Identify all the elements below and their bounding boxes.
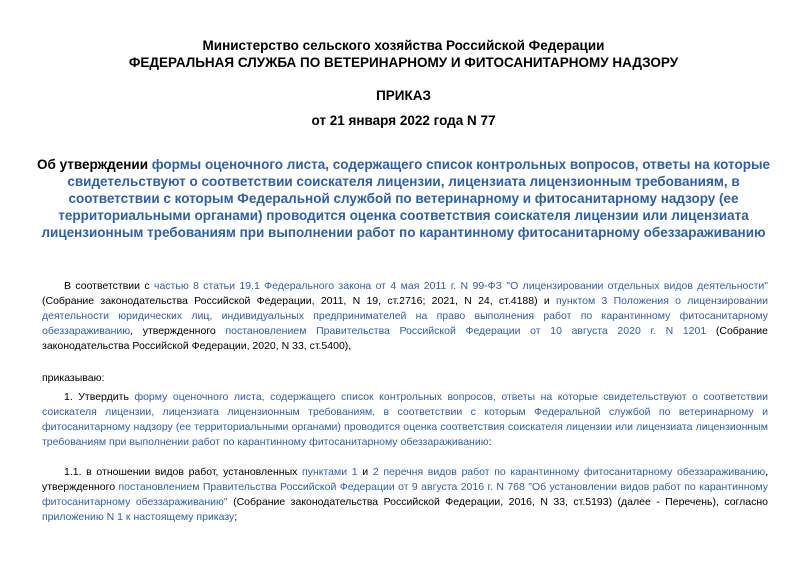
item-1-text-1: 1. Утвердить — [64, 391, 135, 403]
document-type: ПРИКАЗ — [376, 88, 431, 103]
service-name: ФЕДЕРАЛЬНАЯ СЛУЖБА ПО ВЕТЕРИНАРНОМУ И ФИТОСАНИТАРНОМУ НАДЗОРУ — [128, 55, 679, 70]
item-1-text-2: : — [488, 436, 492, 448]
item-1-1-text-1: 1.1. в отношении видов работ, установленных — [64, 466, 303, 478]
preamble-text-2: (Собрание законодательства Российской Федерации, 2011, N 19, ст.2716; 2021, N 24, ст.4188) и — [42, 295, 556, 307]
item-1-1-text-3: , утвержденного — [42, 466, 769, 493]
item-1-1-text-4: (Собрание законодательства Российской Федерации, 2016, N 33, ст.5193) (далее - Перечень), согласно — [227, 496, 768, 508]
item-1-1-text-5: ; — [234, 511, 238, 523]
preamble-text-3: , утвержденного — [130, 325, 226, 337]
work-types-list-link[interactable]: 2 перечня видов работ по карантинному фитосанитарному обеззараживанию — [372, 466, 766, 478]
ministry-name: Министерство сельского хозяйства Российской Федерации — [202, 38, 605, 53]
assessment-form-link[interactable]: форму оценочного листа, содержащего список контрольных вопросов, ответы на которые свидетельствуют о соответствии соискателя лицензии, лицензиата лицензионным требованиям, в соответствии с которым Федеральной службой по ветеринарному и фитосанитарному надзору (ее территориальными органами) проводится оценка соответствия соискателя лицензии или лицензиата лицензионным требованиям при выполнении работ по карантинному фитосанитарному обеззараживанию — [42, 391, 768, 448]
preamble-paragraph — [42, 279, 768, 354]
document-date: от 21 января 2022 года N 77 — [311, 113, 496, 128]
preamble-text-1: В соответствии с — [64, 280, 154, 292]
federal-law-link[interactable]: частью 8 статьи 19.1 Федерального закона от 4 мая 2011 г. N 99-ФЗ "О лицензировании отдельных видов деятельности" — [154, 280, 769, 292]
item-1-paragraph — [42, 390, 768, 450]
orders-label: приказываю: — [42, 372, 105, 384]
government-decree-768-link[interactable]: постановлением Правительства Российской Федерации от 9 августа 2016 г. N 768 "Об установлении видов работ по карантинному фитосанитарному обеззараживанию" — [42, 481, 769, 508]
regulation-point-link[interactable]: пунктом 3 Положения о лицензировании деятельности юридических лиц, индивидуальных предпринимателей на право выполнения работ по карантинному фитосанитарному обеззараживанию — [42, 295, 768, 337]
subject-prefix: Об утверждении — [37, 157, 152, 172]
item-1-1-paragraph — [42, 465, 768, 525]
preamble-text-4: (Собрание законодательства Российской Федерации, 2020, N 33, ст.5400), — [42, 325, 768, 352]
appendix-1-link[interactable]: приложению N 1 к настоящему приказу — [42, 511, 235, 523]
points-1-link[interactable]: пунктами 1 — [302, 466, 358, 478]
item-1-1-text-2: и — [357, 466, 373, 478]
document-subject — [22, 156, 785, 241]
subject-form-link[interactable]: формы оценочного листа, содержащего список контрольных вопросов, ответы на которые свидетельствуют о соответствии соискателя лицензии, лицензиата лицензионным требованиям, в соответствии с которым Федеральной службой по ветеринарному и фитосанитарному надзору (ее территориальными органами) проводится оценка соответствия соискателя лицензии или лицензиата лицензионным требованиям при выполнении работ по карантинному фитосанитарному обеззараживанию — [41, 157, 770, 240]
government-decree-1201-link[interactable]: постановлением Правительства Российской Федерации от 10 августа 2020 г. N 1201 — [225, 325, 707, 337]
